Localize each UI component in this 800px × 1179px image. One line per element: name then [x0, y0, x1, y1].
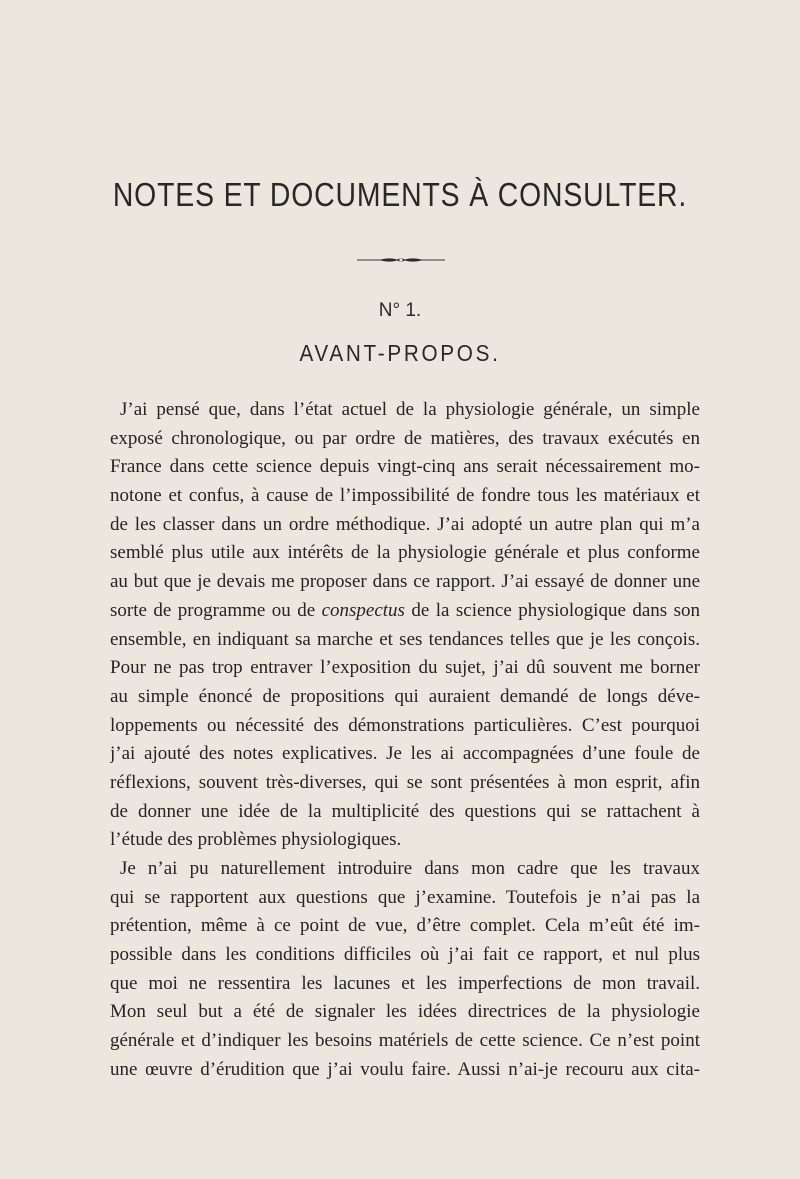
text-line: de les classer dans un ordre méthodique. J’ai adopté un autre plan qui m’a	[110, 513, 700, 535]
text-line: au but que je devais me proposer dans ce rapport. J’ai essayé de donner une	[110, 571, 700, 593]
text-line: générale et d’indiquer les besoins matériels de cette science. Ce n’est point	[110, 1030, 700, 1052]
text-line: exposé chronologique, ou par ordre de matières, des travaux exécutés en	[110, 427, 700, 449]
text-line: ensemble, en indiquant sa marche et ses tendances telles que je les conçois.	[110, 628, 700, 650]
text-line: j’ai ajouté des notes explicatives. Je les ai accompagnées d’une foule de	[110, 743, 700, 765]
text-line: J’ai pensé que, dans l’état actuel de la physiologie générale, un simple	[120, 399, 700, 420]
text-line: Je n’ai pu naturellement introduire dans mon cadre que les travaux	[120, 858, 700, 879]
text-line: au simple énoncé de propositions qui auraient demandé de longs déve-	[110, 685, 700, 707]
text-line: réflexions, souvent très-diverses, qui se sont présentées à mon esprit, afin	[110, 771, 700, 793]
text-line: qui se rapportent aux questions que j’examine. Toutefois je n’ai pas la	[110, 886, 700, 908]
text-line: une œuvre d’érudition que j’ai voulu faire. Aussi n’ai-je recouru aux cita-	[110, 1058, 700, 1080]
text-line: prétention, même à ce point de vue, d’être complet. Cela m’eût été im-	[110, 915, 700, 937]
text-line: France dans cette science depuis vingt-cinq ans serait nécessairement mo-	[110, 456, 700, 478]
text-line: possible dans les conditions difficiles où j’ai fait ce rapport, et nul plus	[110, 944, 700, 966]
text-line: loppements ou nécessité des démonstrations particulières. C’est pourquoi	[110, 714, 700, 736]
text-line: que moi ne ressentira les lacunes et les imperfections de mon travail.	[110, 972, 700, 994]
section-title: AVANT-PROPOS.	[299, 340, 501, 366]
text-line: Pour ne pas trop entraver l’exposition du sujet, j’ai dû souvent me borner	[110, 657, 700, 679]
text-segment: sorte de programme ou de	[110, 599, 322, 621]
section-number: N° 1.	[378, 300, 422, 321]
text-line: l’étude des problèmes physiologiques.	[110, 829, 402, 851]
italic-term: conspectus	[321, 599, 405, 621]
text-line	[110, 597, 700, 626]
text-line: semblé plus utile aux intérêts de la physiologie générale et plus conforme	[110, 542, 700, 564]
text-line: Mon seul but a été de signaler les idées directrices de la physiologie	[110, 1001, 700, 1023]
ornament-rule-icon	[357, 255, 445, 265]
text-segment: de la science physiologique dans son	[404, 599, 700, 621]
text-line: de donner une idée de la multiplicité des questions qui se rattachent à	[110, 800, 700, 822]
text-line: notone et confus, à cause de l’impossibilité de fondre tous les matériaux et	[110, 485, 700, 507]
body-text	[110, 396, 700, 1085]
page-heading: NOTES ET DOCUMENTS À CONSULTER.	[112, 176, 688, 213]
